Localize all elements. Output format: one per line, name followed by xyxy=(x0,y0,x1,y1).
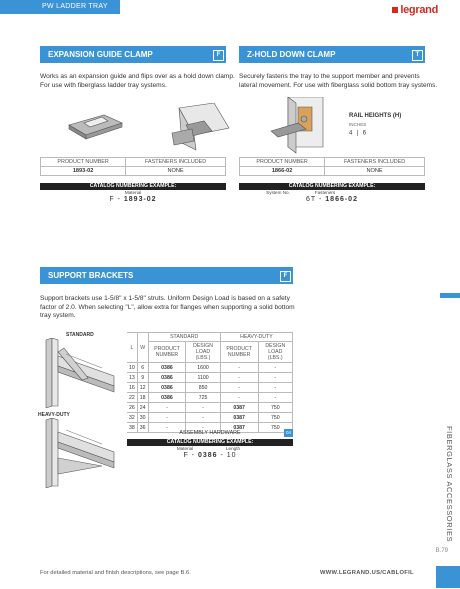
table-cell: 1600 xyxy=(186,363,220,373)
table-row xyxy=(127,393,293,403)
rail-heights-values xyxy=(349,130,366,137)
col-header-load: DESIGN LOAD (LBS.) xyxy=(258,342,292,363)
support-bracket-table xyxy=(127,332,293,433)
expansion-catalog-code xyxy=(40,196,226,203)
code-prefix: F - xyxy=(109,196,124,203)
rail-heights-title: RAIL HEIGHTS (H) xyxy=(349,113,402,119)
code-value: 0386 xyxy=(197,452,218,459)
page-number: B.79 xyxy=(435,548,448,554)
table-cell: - xyxy=(258,393,292,403)
heavy-bracket-illustration xyxy=(42,418,120,488)
table-cell: 30 xyxy=(137,413,148,423)
table-cell: - xyxy=(148,413,186,423)
table-cell: 16 xyxy=(127,383,137,393)
col-header: FASTENERS INCLUDED xyxy=(126,158,226,167)
table-cell: 0386 xyxy=(148,363,186,373)
table-row xyxy=(127,413,293,423)
table-cell: 0387 xyxy=(220,423,258,433)
support-catalog-material: Material xyxy=(176,446,194,451)
support-catalog-length: Length xyxy=(225,446,241,451)
table-cell: - xyxy=(258,363,292,373)
table-cell: - xyxy=(220,363,258,373)
col-header: PRODUCT NUMBER xyxy=(240,158,325,167)
assembly-hardware-label xyxy=(127,430,293,436)
table-cell: 850 xyxy=(186,383,220,393)
table-cell: 0386 xyxy=(148,373,186,383)
rail-value: 4 xyxy=(349,130,353,137)
zhold-catalog-fast: Fasteners xyxy=(314,190,336,195)
col-header-l: L xyxy=(127,333,137,363)
expansion-catalog-title: CATALOG NUMBERING EXAMPLE: xyxy=(40,183,226,190)
table-cell: 0387 xyxy=(220,413,258,423)
code-suffix: - 10 xyxy=(217,452,237,459)
table-cell: 36 xyxy=(137,423,148,433)
table-cell: 725 xyxy=(186,393,220,403)
table-cell: - xyxy=(148,403,186,413)
table-cell: 18 xyxy=(137,393,148,403)
table-cell: - xyxy=(220,373,258,383)
logo-text: legrand xyxy=(400,4,438,16)
col-header: FASTENERS INCLUDED xyxy=(325,158,425,167)
rail-value: 6 xyxy=(362,130,367,137)
table-row xyxy=(127,403,293,413)
table-cell: - xyxy=(186,423,220,433)
rail-heights-units: INCHES xyxy=(349,122,367,127)
table-cell: 9 xyxy=(137,373,148,383)
zhold-clamp-header xyxy=(239,46,425,63)
code-value: 1866-02 xyxy=(325,196,358,203)
support-catalog-title: CATALOG NUMBERING EXAMPLE: xyxy=(127,439,293,446)
heavy-duty-label: HEAVY-DUTY xyxy=(38,412,70,418)
table-cell: 0386 xyxy=(148,393,186,403)
col-header: PRODUCT NUMBER xyxy=(41,158,126,167)
col-header-load: DESIGN LOAD (LBS.) xyxy=(186,342,220,363)
table-cell: 0387 xyxy=(220,403,258,413)
table-cell: - xyxy=(220,393,258,403)
table-row xyxy=(127,373,293,383)
standard-bracket-illustration xyxy=(42,338,120,408)
zhold-product-table xyxy=(239,157,425,176)
expansion-badge: F xyxy=(213,50,224,61)
expansion-description: Works as an expansion guide and flips over as a hold down clamp. For use with fiberglass ladder tray systems. xyxy=(40,73,235,89)
expansion-product-table xyxy=(40,157,226,176)
zhold-catalog-code xyxy=(239,196,425,203)
footer-url[interactable]: WWW.LEGRAND.US/CABLOFIL xyxy=(320,570,414,576)
support-brackets-title: SUPPORT BRACKETS xyxy=(48,271,134,280)
table-cell: - xyxy=(186,413,220,423)
legrand-logo xyxy=(392,4,438,16)
table-cell: 750 xyxy=(258,423,292,433)
side-accent xyxy=(440,293,460,298)
group-standard: STANDARD xyxy=(148,333,220,342)
product-number: 1866-02 xyxy=(240,167,325,176)
table-cell: 750 xyxy=(258,403,292,413)
table-cell: 24 xyxy=(137,403,148,413)
assembly-text: ASSEMBLY HARDWARE xyxy=(179,430,241,436)
zhold-catalog-title: CATALOG NUMBERING EXAMPLE: xyxy=(239,183,425,190)
table-row xyxy=(127,383,293,393)
zhold-clamp-illustration xyxy=(268,97,340,155)
table-cell: - xyxy=(148,423,186,433)
product-number: 1893-02 xyxy=(41,167,126,176)
table-cell: 38 xyxy=(127,423,137,433)
table-cell: 10 xyxy=(127,363,137,373)
table-cell: 32 xyxy=(127,413,137,423)
table-cell: 22 xyxy=(127,393,137,403)
col-header-w: W xyxy=(137,333,148,363)
support-brackets-header xyxy=(40,267,293,284)
fasteners-value: NONE xyxy=(325,167,425,176)
footer-accent xyxy=(436,566,460,588)
table-cell: - xyxy=(258,383,292,393)
fasteners-value: NONE xyxy=(126,167,226,176)
footer-note: For detailed material and finish descriptions, see page B.6. xyxy=(40,570,191,576)
standard-label: STANDARD xyxy=(66,332,94,338)
code-prefix: F - xyxy=(183,452,198,459)
table-cell: - xyxy=(186,403,220,413)
expansion-clamp-title: EXPANSION GUIDE CLAMP xyxy=(48,50,153,59)
group-heavy: HEAVY-DUTY xyxy=(220,333,292,342)
zhold-badge: T xyxy=(412,50,423,61)
table-cell: 750 xyxy=(258,413,292,423)
code-prefix: 6T - xyxy=(306,196,326,203)
support-catalog-code xyxy=(127,452,293,459)
zhold-clamp-title: Z-HOLD DOWN CLAMP xyxy=(247,50,336,59)
table-cell: 1100 xyxy=(186,373,220,383)
assembly-badge: 04 xyxy=(285,430,292,435)
table-cell: 6 xyxy=(137,363,148,373)
expansion-clamp-header xyxy=(40,46,226,63)
table-cell: 13 xyxy=(127,373,137,383)
section-tab: PW LADDER TRAY xyxy=(0,0,120,14)
expansion-catalog-material: Material xyxy=(124,190,142,195)
table-row xyxy=(127,363,293,373)
expansion-clamp-illustration xyxy=(64,103,234,153)
table-cell: 12 xyxy=(137,383,148,393)
support-badge: F xyxy=(280,271,291,282)
zhold-catalog-sys: System No. xyxy=(266,190,290,195)
table-cell: 26 xyxy=(127,403,137,413)
side-section-label: FIBERGLASS ACCESSORIES xyxy=(445,426,454,543)
col-header-pn: PRODUCT NUMBER xyxy=(220,342,258,363)
support-description: Support brackets use 1-5/8" x 1-5/8" struts. Uniform Design Load is based on a safety factor of 2.0. When selecting "L", allow extra for flanges when supporting a solid bottom tray system. xyxy=(40,295,295,320)
table-cell: 0386 xyxy=(148,383,186,393)
code-value: 1893-02 xyxy=(123,196,157,203)
zhold-description: Securely fastens the tray to the support member and prevents lateral movement. For use with fiberglass solid bottom tray systems. xyxy=(239,73,438,89)
table-cell: - xyxy=(220,383,258,393)
table-cell: - xyxy=(258,373,292,383)
col-header-pn: PRODUCT NUMBER xyxy=(148,342,186,363)
logo-square-icon xyxy=(392,7,398,13)
